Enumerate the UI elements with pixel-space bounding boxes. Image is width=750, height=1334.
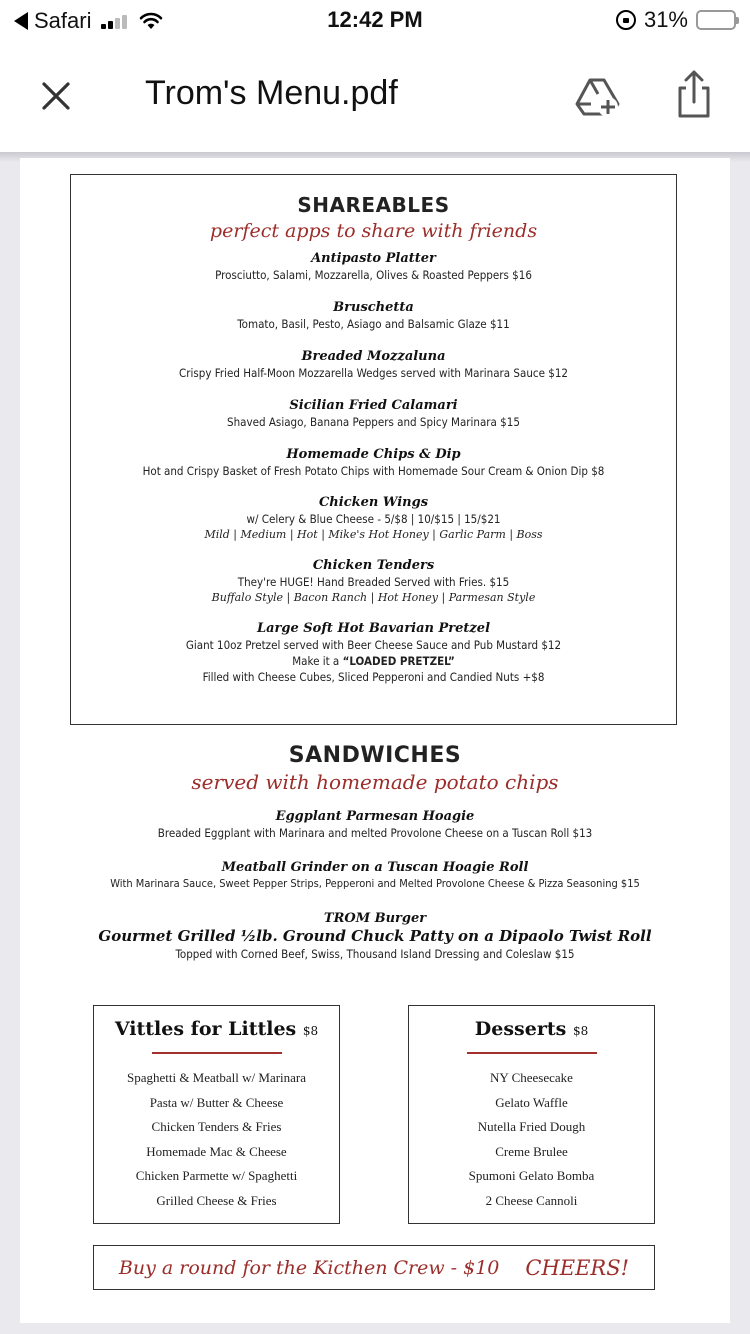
list-item: Homemade Mac & Cheese	[146, 1143, 287, 1159]
menu-item	[71, 299, 676, 332]
section-title: SANDWICHES	[288, 743, 462, 768]
list-item: Pasta w/ Butter & Cheese	[149, 1094, 284, 1110]
pdf-page[interactable]	[20, 158, 730, 1323]
item-desc: Crispy Fried Half-Moon Mozzarella Wedges served with Marinara Sauce $12	[179, 366, 568, 380]
item-name: Large Soft Hot Bavarian Pretzel	[256, 621, 491, 636]
item-name: Bruschetta	[333, 300, 414, 315]
promo-cheers: CHEERS!	[525, 1255, 630, 1280]
battery-percent: 31%	[643, 7, 688, 32]
menu-item	[71, 250, 676, 283]
promo-text: Buy a round for the Kicthen Crew - $10	[118, 1256, 500, 1279]
item-desc: Tomato, Basil, Pesto, Asiago and Balsamic Glaze $11	[237, 317, 510, 331]
item-desc: w/ Celery & Blue Cheese - 5/$8 | 10/$15 | 15/$21	[246, 512, 501, 526]
item-name: Eggplant Parmesan Hoagie	[275, 809, 475, 824]
desserts-title	[409, 1018, 654, 1040]
kids-menu-list	[94, 1066, 339, 1213]
kids-menu-price: $8	[302, 1024, 319, 1038]
list-item: Nutella Fried Dough	[477, 1119, 586, 1134]
menu-item	[20, 910, 730, 962]
item-options: Mild | Medium | Hot | Mike's Hot Honey | Garlic Parm | Boss	[204, 528, 543, 541]
list-item: Creme Brulee	[495, 1143, 568, 1159]
menu-item	[71, 494, 676, 543]
item-desc: They're HUGE! Hand Breaded Served with Fries. $15	[237, 575, 510, 589]
menu-item	[71, 446, 676, 479]
item-name: Homemade Chips & Dip	[286, 447, 461, 462]
share-icon[interactable]	[674, 68, 714, 120]
viewer-header	[0, 40, 750, 152]
list-item: Chicken Parmette w/ Spaghetti	[135, 1168, 298, 1183]
item-desc: With Marinara Sauce, Sweet Pepper Strips, Pepperoni and Melted Provolone Cheese & Pizza Seasoning $15	[110, 877, 640, 890]
kids-menu-box	[93, 1005, 340, 1224]
list-item: Chicken Tenders & Fries	[151, 1119, 282, 1134]
item-options: Buffalo Style | Bacon Ranch | Hot Honey | Parmesan Style	[211, 591, 536, 604]
section-subtitle: perfect apps to share with friends	[209, 220, 538, 242]
list-item: NY Cheesecake	[490, 1070, 573, 1085]
item-desc: Shaved Asiago, Banana Peppers and Spicy Marinara $15	[227, 415, 520, 429]
menu-item	[71, 348, 676, 381]
clock: 12:42 PM	[327, 7, 423, 32]
upgrade-prefix: Make it a	[292, 654, 343, 668]
list-item: Gelato Waffle	[495, 1094, 568, 1110]
rotation-lock-icon	[616, 10, 636, 30]
item-desc: Giant 10oz Pretzel served with Beer Cheese Sauce and Pub Mustard $12	[185, 638, 562, 652]
section-subtitle: served with homemade potato chips	[191, 770, 559, 794]
upgrade-name: “LOADED PRETZEL”	[342, 654, 455, 668]
list-item: 2 Cheese Cannoli	[485, 1192, 578, 1208]
menu-item	[71, 557, 676, 606]
desserts-box	[408, 1005, 655, 1224]
menu-item	[71, 620, 676, 685]
item-name: Chicken Tenders	[312, 558, 435, 573]
item-upgrade	[71, 653, 676, 669]
title-underline	[152, 1052, 282, 1054]
item-name: Meatball Grinder on a Tuscan Hoagie Roll	[221, 860, 529, 875]
kitchen-crew-promo	[93, 1245, 655, 1290]
item-desc: Breaded Eggplant with Marinara and melted Provolone Cheese on a Tuscan Roll $13	[157, 826, 593, 840]
menu-item	[20, 859, 730, 892]
menu-item	[71, 397, 676, 430]
item-name: Sicilian Fried Calamari	[289, 398, 458, 413]
desserts-name: Desserts	[474, 1018, 567, 1040]
back-app-label: Safari	[34, 8, 92, 33]
section-title: SHAREABLES	[297, 193, 450, 217]
item-name: Breaded Mozzaluna	[301, 349, 446, 364]
list-item: Grilled Cheese & Fries	[156, 1192, 277, 1208]
item-subname: Gourmet Grilled ½lb. Ground Chuck Patty on a Dipaolo Twist Roll	[98, 927, 652, 945]
kids-menu-name: Vittles for Littles	[114, 1018, 297, 1040]
item-upgrade-desc: Filled with Cheese Cubes, Sliced Pepperoni and Candied Nuts +$8	[202, 670, 545, 684]
battery-icon	[696, 10, 736, 30]
item-name: TROM Burger	[323, 911, 427, 926]
list-item: Spumoni Gelato Bomba	[468, 1168, 595, 1183]
menu-item	[20, 808, 730, 841]
add-to-drive-icon[interactable]	[574, 76, 622, 118]
kids-menu-title	[94, 1018, 339, 1040]
close-icon[interactable]	[38, 78, 74, 114]
item-desc: Hot and Crispy Basket of Fresh Potato Chips with Homemade Sour Cream & Onion Dip $8	[142, 464, 605, 478]
list-item: Spaghetti & Meatball w/ Marinara	[126, 1070, 307, 1085]
desserts-list	[409, 1066, 654, 1213]
sandwiches-section	[20, 743, 730, 962]
desserts-price: $8	[572, 1024, 589, 1038]
item-name: Antipasto Platter	[311, 251, 436, 266]
shareables-section	[70, 174, 677, 725]
document-title: Trom's Menu.pdf	[145, 74, 398, 112]
item-desc: Prosciutto, Salami, Mozzarella, Olives & Roasted Peppers $16	[215, 268, 532, 282]
status-bar	[0, 0, 750, 40]
item-desc: Topped with Corned Beef, Swiss, Thousand Island Dressing and Coleslaw $15	[175, 947, 575, 961]
title-underline	[467, 1052, 597, 1054]
item-name: Chicken Wings	[318, 495, 429, 510]
